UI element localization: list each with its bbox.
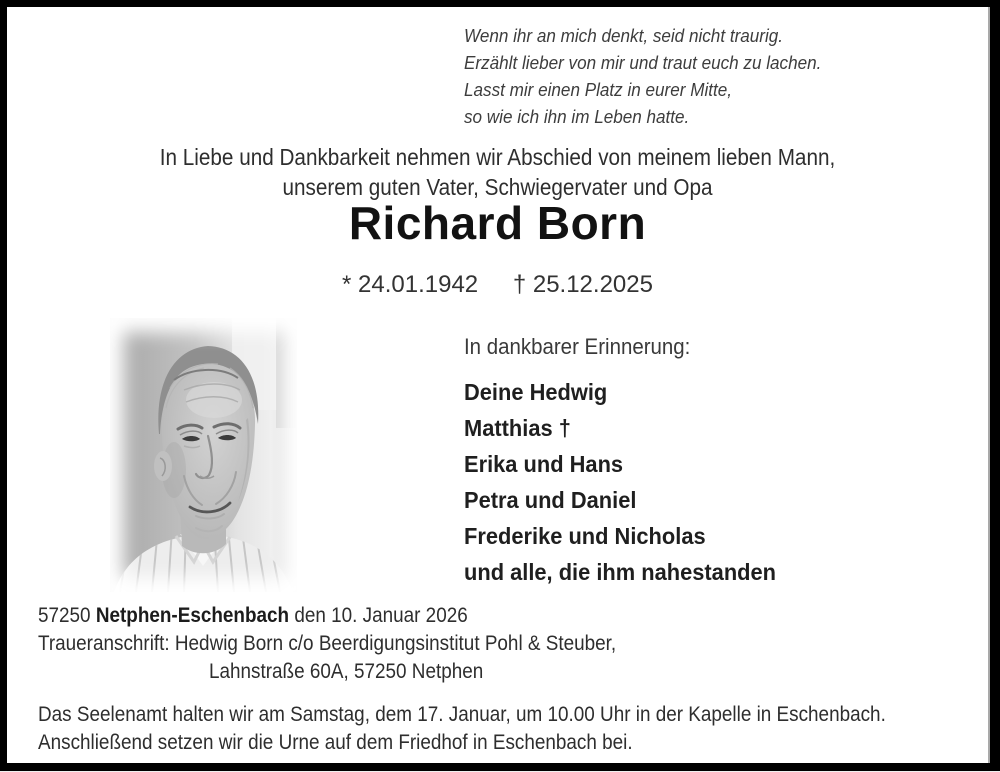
mourner-name: Petra und Daniel bbox=[464, 487, 637, 513]
mourning-address-line: Traueranschrift: Hedwig Born c/o Beerdigungsinstitut Pohl & Steuber, bbox=[38, 632, 617, 655]
mourning-address-street: Lahnstraße 60A, 57250 Netphen bbox=[209, 660, 484, 683]
mourner-name: Deine Hedwig bbox=[464, 379, 608, 405]
remembrance-header: In dankbarer Erinnerung: bbox=[464, 334, 691, 359]
mourner-name: Erika und Hans bbox=[464, 451, 624, 477]
farewell-intro bbox=[7, 142, 988, 202]
notice-date: den 10. Januar 2026 bbox=[294, 604, 468, 627]
portrait-illustration bbox=[110, 318, 297, 592]
service-line: Anschließend setzen wir die Urne auf dem Friedhof in Eschenbach bei. bbox=[38, 731, 633, 754]
mourner-name: Frederike und Nicholas bbox=[464, 523, 706, 549]
deceased-name: Richard Born bbox=[348, 197, 647, 249]
service-info bbox=[38, 701, 980, 757]
farewell-intro-line: In Liebe und Dankbarkeit nehmen wir Abschied von meinem lieben Mann, bbox=[159, 144, 836, 170]
memorial-poem bbox=[464, 23, 821, 131]
poem-line: Wenn ihr an mich denkt, seid nicht traurig. bbox=[464, 26, 784, 46]
remembrance-section bbox=[464, 334, 792, 590]
birth-date: * 24.01.1942 bbox=[342, 271, 479, 298]
mourner-name: Matthias † bbox=[464, 415, 571, 441]
portrait-photo bbox=[110, 318, 297, 592]
mourner-name: und alle, die ihm nahestanden bbox=[464, 559, 777, 585]
poem-line: Erzählt lieber von mir und traut euch zu lachen. bbox=[464, 53, 822, 73]
place-date-line bbox=[38, 602, 616, 630]
address-section bbox=[38, 602, 680, 686]
death-date: † 25.12.2025 bbox=[512, 271, 653, 298]
service-line: Das Seelenamt halten wir am Samstag, dem 17. Januar, um 10.00 Uhr in der Kapelle in Eschenbach. bbox=[38, 703, 886, 726]
life-dates bbox=[7, 271, 988, 299]
postal-code: 57250 bbox=[38, 604, 91, 627]
obituary-page bbox=[7, 7, 990, 763]
city-name: Netphen-Eschenbach bbox=[95, 604, 290, 627]
poem-line: so wie ich ihn im Leben hatte. bbox=[464, 107, 690, 127]
poem-line: Lasst mir einen Platz in eurer Mitte, bbox=[464, 80, 733, 100]
farewell-intro-line: unserem guten Vater, Schwiegervater und Opa bbox=[282, 174, 713, 200]
